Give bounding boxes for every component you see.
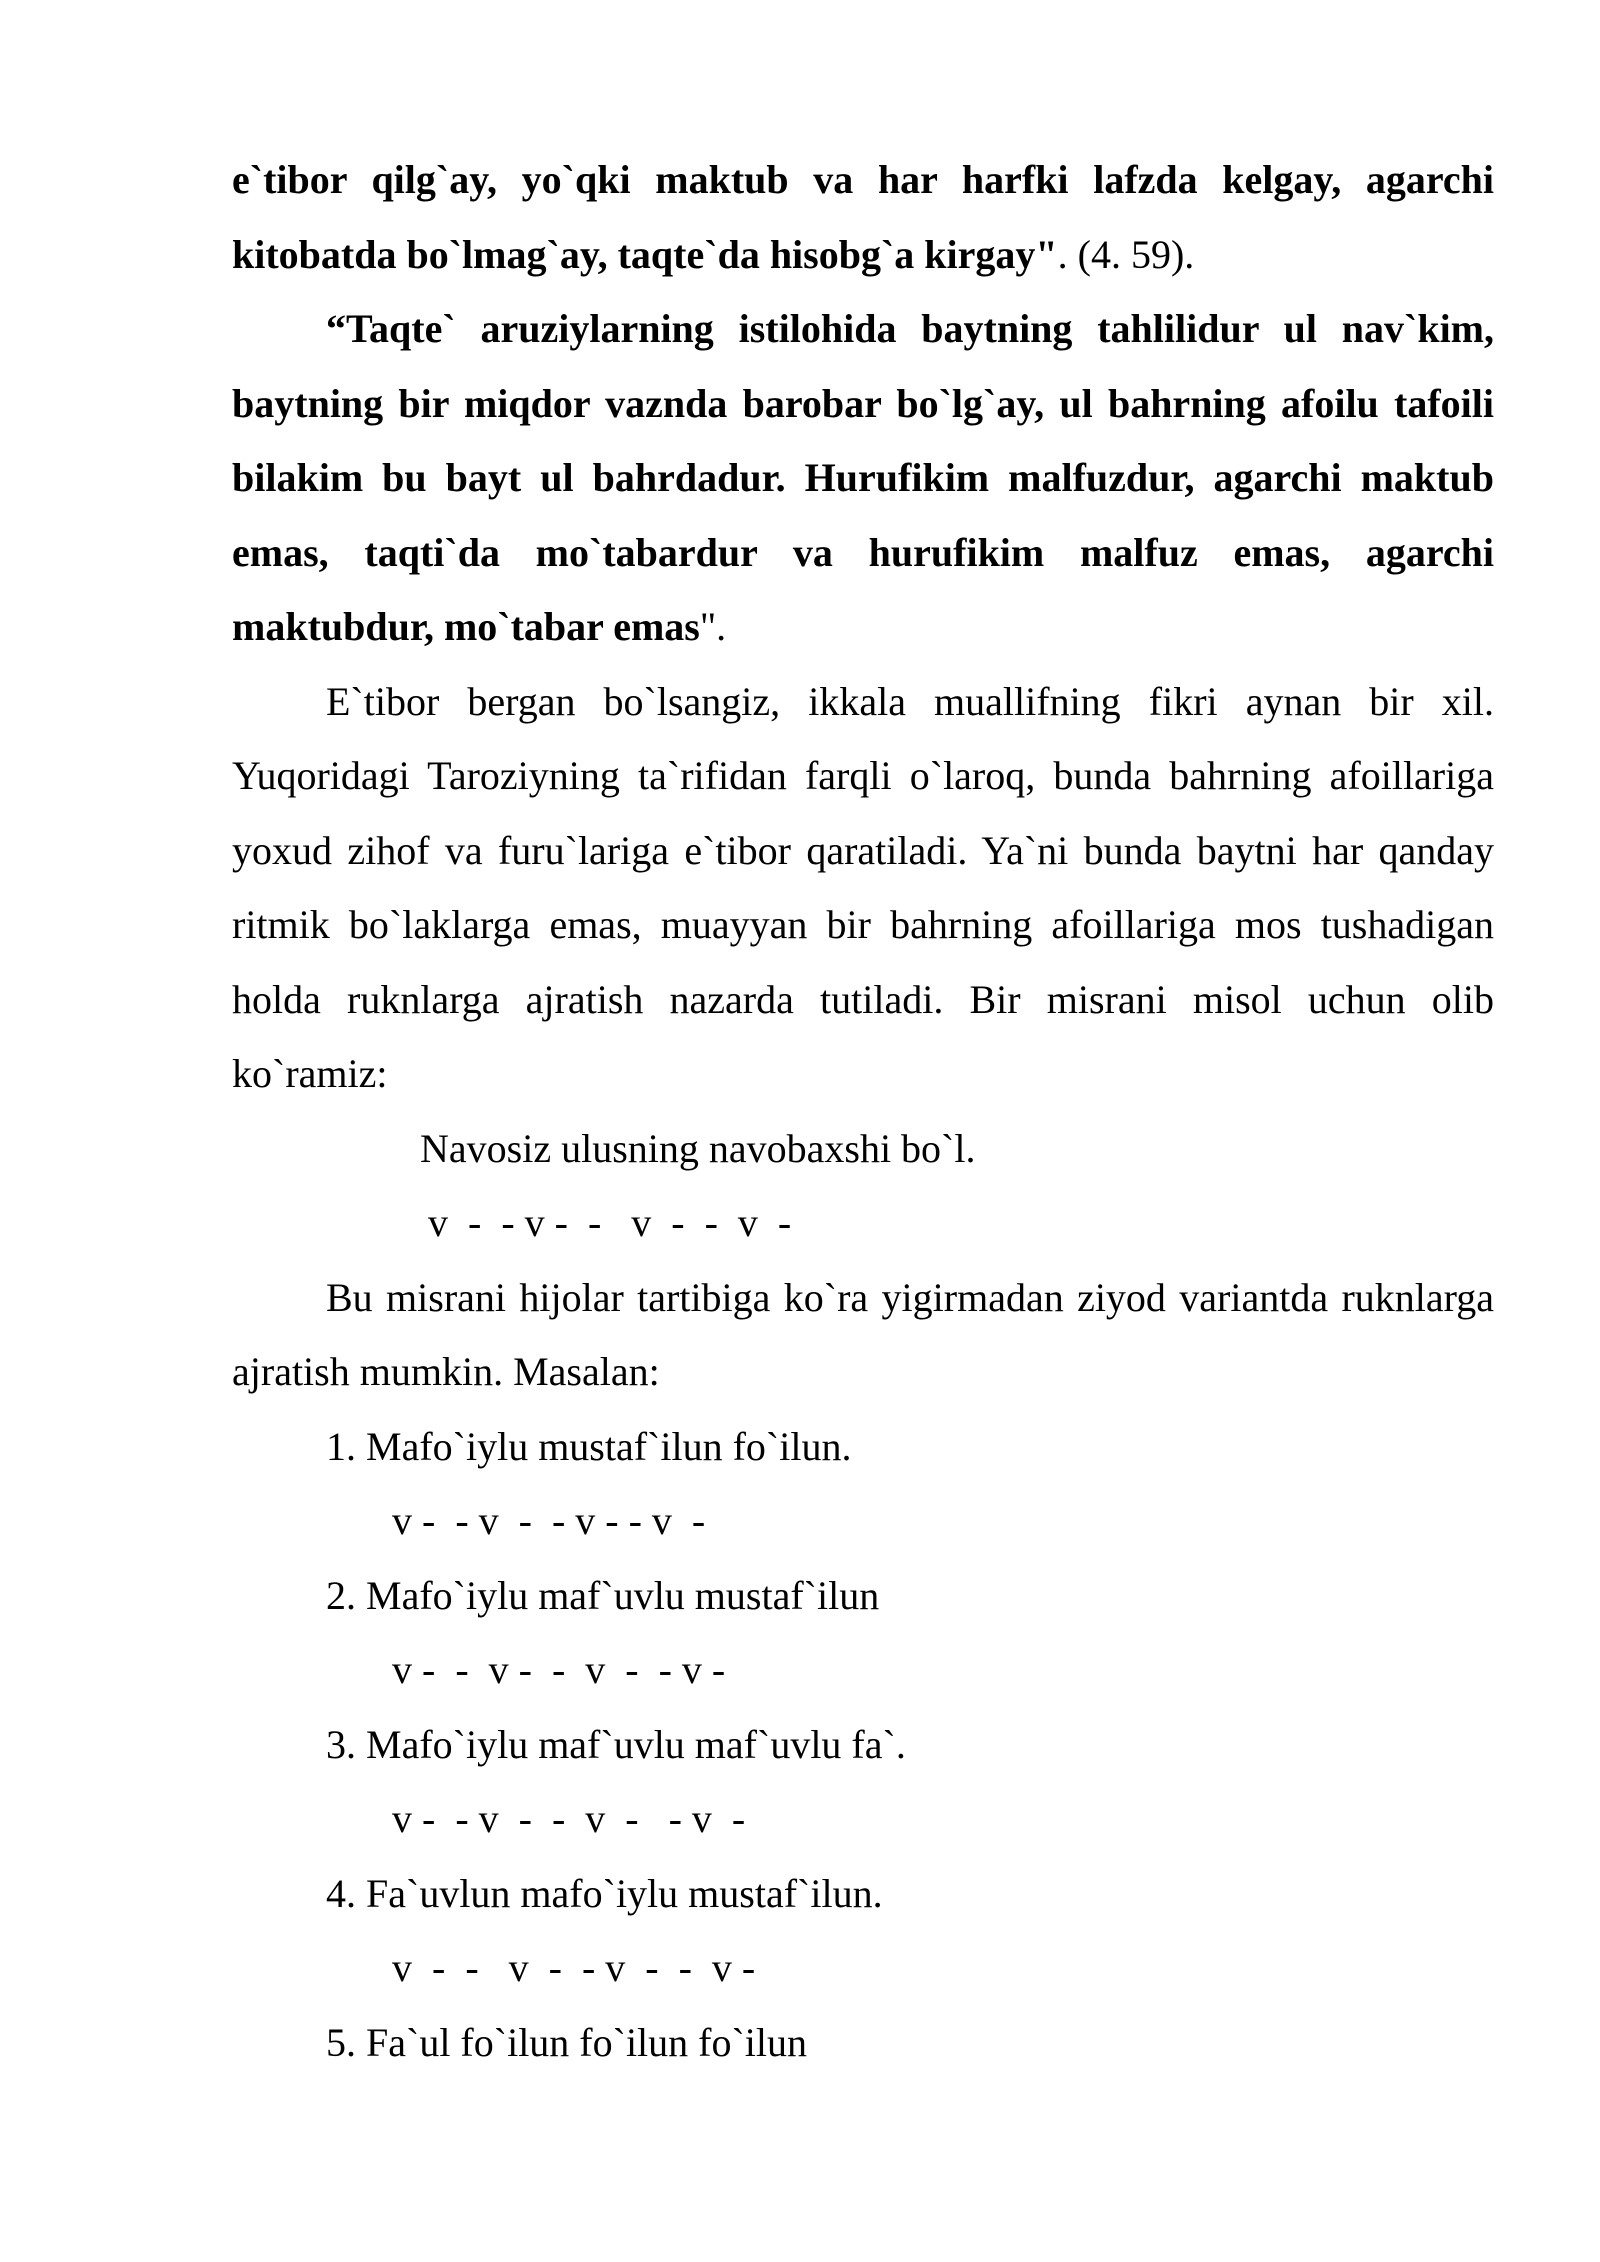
variant-label: 1. Mafo`iylu mustaf`ilun fo`ilun. [326,1423,852,1469]
variant-label: 5. Fa`ul fo`ilun fo`ilun fo`ilun [326,2019,808,2065]
quote-closing: ". [699,604,727,649]
verse-scansion: v - - v - - v - - v - [428,1200,792,1245]
variant-label: 3. Mafo`iylu maf`uvlu maf`uvlu fa`. [326,1721,906,1767]
paragraph-variants-intro: Bu misrani hijolar tartibiga ko`ra yigirmadan ziyod variantda ruknlarga ajratish mumkin. Masalan: [232,1274,1494,1394]
paragraph-quote-taqte [232,292,1494,665]
variant-label: 4. Fa`uvlun mafo`iylu mustaf`ilun. [326,1870,883,1916]
variant-scansion: v - - v - - v - - v - [392,1498,706,1543]
paragraph-quote-taroziy [232,143,1494,292]
variant-scansion: v - - v - - v - - v - [392,1796,746,1841]
quote-text-bold: “Taqte` aruziylarning istilohida baytning tahlilidur ul nav`kim, baytning bir miqdor vaznda barobar bo`lg`ay, ul bahrning afoilu tafoili bilakim bu bayt ul bahrdadur. Hurufikim malfuzdur, agarchi maktub emas, taqti`da mo`tabardur va hurufikim malfuz emas, agarchi maktubdur, mo`tabar emas [232,306,1494,649]
variant-label: 2. Mafo`iylu maf`uvlu mustaf`ilun [326,1572,880,1618]
verse-line: Navosiz ulusning navobaxshi bo`l. [420,1125,976,1171]
variant-scansion: v - - v - - v - - v - [392,1945,756,1990]
quote-citation: . (4. 59). [1057,231,1195,277]
variant-scansion: v - - v - - v - - v - [392,1647,726,1692]
quote-text-bold: e`tibor qilg`ay, yo`qki maktub va har harfki lafzda kelgay, agarchi kitobatda bo`lmag`ay, taqte`da hisobg`a kirgay" [232,157,1494,277]
paragraph-commentary: E`tibor bergan bo`lsangiz, ikkala muallifning fikri aynan bir xil. Yuqoridagi Taroziyning ta`rifidan farqli o`laroq, bunda bahrning afoillariga yoxud zihof va furu`lariga e`tibor qaratiladi. Ya`ni bunda baytni har qanday ritmik bo`laklarga emas, muayyan bir bahrning afoillariga mos tushadigan holda ruknlarga ajratish nazarda tutiladi. Bir misrani misol uchun olib ko`ramiz: [232,678,1494,1096]
document-page [232,143,1494,2080]
